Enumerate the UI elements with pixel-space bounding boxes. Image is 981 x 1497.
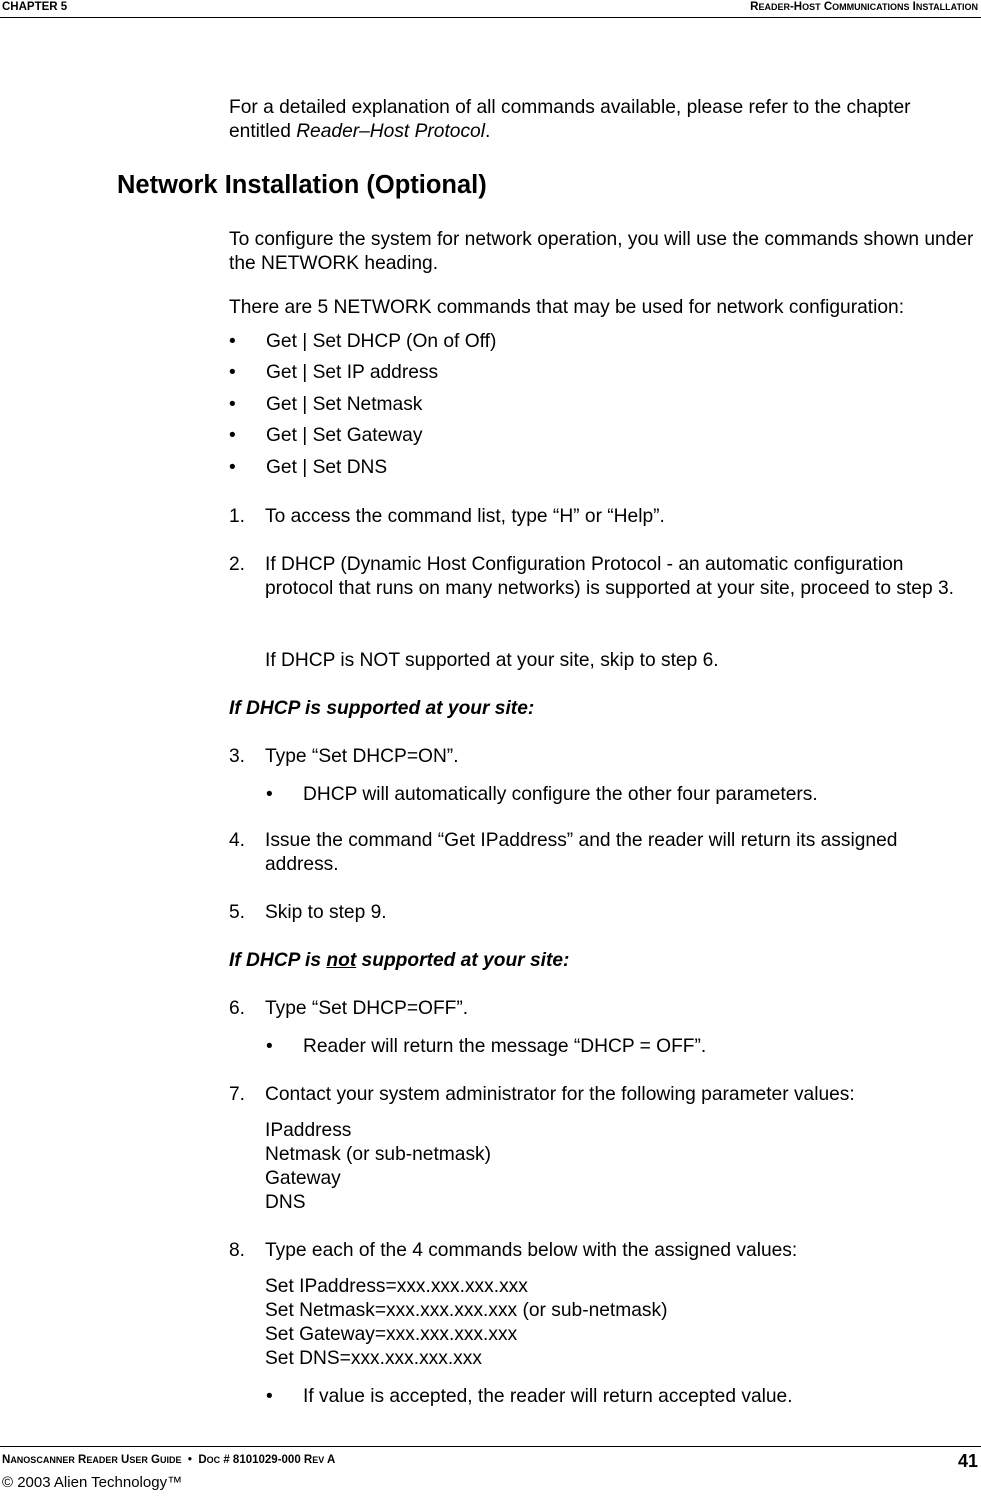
command-line: Set IPaddress=xxx.xxx.xxx.xxx — [265, 1276, 528, 1297]
running-title-part: EADER — [758, 2, 790, 12]
step-text: Type “Set DHCP=ON”. — [265, 746, 459, 767]
guide-title-part: EADER — [86, 1455, 118, 1465]
list-item-text: Get | Set Netmask — [266, 394, 423, 415]
parameter-name: IPaddress — [265, 1120, 352, 1141]
list-item-text: Get | Set IP address — [266, 362, 439, 383]
separator-dot: • — [181, 1454, 199, 1466]
list-item-text: DHCP will automatically configure the other four parameters. — [303, 784, 818, 805]
commands-intro: There are 5 NETWORK commands that may be used for network configuration: — [229, 297, 905, 318]
bullet-icon: • — [266, 784, 273, 805]
page-footer — [0, 1446, 981, 1497]
bullet-icon: • — [229, 457, 236, 478]
step-text: Issue the command “Get IPaddress” and the reader will return its assigned address. — [265, 830, 898, 875]
running-title-part: R — [750, 1, 759, 13]
list-item-text: Get | Set DHCP (On of Off) — [266, 331, 497, 352]
parameter-list — [265, 1119, 491, 1215]
step-number: 5. — [229, 902, 246, 923]
chapter-reference: Reader–Host Protocol — [296, 121, 485, 142]
parameter-name: DNS — [265, 1192, 306, 1213]
list-item-text: Reader will return the message “DHCP = OFF”. — [303, 1036, 707, 1057]
intro-line — [229, 120, 974, 144]
bullet-icon: • — [229, 331, 236, 352]
step-text: Contact your system administrator for the following parameter values: — [265, 1084, 855, 1105]
intro-network-paragraph: To configure the system for network operation, you will use the commands shown under the NETWORK heading. — [229, 229, 974, 274]
step-2-note: If DHCP is NOT supported at your site, skip to step 6. — [265, 650, 719, 671]
command-line: Set Gateway=xxx.xxx.xxx.xxx — [265, 1324, 518, 1345]
step-text: Skip to step 9. — [265, 902, 387, 923]
running-title-part: OMMUNICATIONS — [832, 2, 910, 12]
step-text: Type “Set DHCP=OFF”. — [265, 998, 469, 1019]
list-item-text: Get | Set Gateway — [266, 425, 423, 446]
step-number: 2. — [229, 554, 246, 575]
parameter-name: Gateway — [265, 1168, 341, 1189]
guide-title — [2, 1454, 335, 1466]
intro-line: For a detailed explanation of all commands available, please refer to the chapter — [229, 97, 911, 118]
intro-paragraph — [229, 96, 974, 144]
command-line: Set DNS=xxx.xxx.xxx.xxx — [265, 1348, 482, 1369]
section-title: Network Installation (Optional) — [117, 171, 487, 199]
step-text: If DHCP (Dynamic Host Configuration Protocol - an automatic configuration protocol that runs on many networks) is supported at your site, proceed to step 3. — [265, 554, 954, 599]
dhcp-supported-heading: If DHCP is supported at your site: — [229, 698, 535, 719]
bullet-icon: • — [266, 1386, 273, 1407]
command-list — [265, 1275, 668, 1371]
chapter-label: CHAPTER 5 — [2, 1, 68, 13]
step-number: 7. — [229, 1084, 246, 1105]
guide-title-part: # 8101029-000 R — [220, 1454, 313, 1466]
page-number: 41 — [957, 1451, 978, 1471]
list-item-text: If value is accepted, the reader will return accepted value. — [303, 1386, 793, 1407]
dhcp-not-supported-heading — [229, 949, 974, 973]
guide-title-part: EV — [312, 1455, 325, 1465]
bullet-icon: • — [229, 362, 236, 383]
guide-title-part: OC — [206, 1455, 221, 1465]
step-number: 3. — [229, 746, 246, 767]
step-number: 4. — [229, 830, 246, 851]
step-text: Type each of the 4 commands below with the assigned values: — [265, 1240, 798, 1261]
running-title-part: C — [820, 1, 833, 13]
intro-text: . — [484, 121, 491, 142]
step-number: 1. — [229, 506, 246, 527]
guide-title-part: UIDE — [160, 1455, 182, 1465]
running-title-part: -H — [789, 1, 803, 13]
guide-title-part: A — [324, 1454, 336, 1466]
step-number: 8. — [229, 1240, 246, 1261]
running-title-part: I — [909, 1, 916, 13]
guide-title-part: ANOSCANNER — [10, 1455, 75, 1465]
running-title-part: OST — [802, 2, 821, 12]
guide-title-part: U — [117, 1454, 130, 1466]
guide-title-part: R — [74, 1454, 87, 1466]
running-title — [750, 1, 978, 13]
intro-text: entitled — [229, 121, 297, 142]
heading-emphasis: not — [326, 950, 357, 971]
copyright: © 2003 Alien Technology™ — [2, 1474, 183, 1491]
bullet-icon: • — [266, 1036, 273, 1057]
page-header — [0, 0, 981, 18]
step-number: 6. — [229, 998, 246, 1019]
list-item-text: Get | Set DNS — [266, 457, 388, 478]
guide-title-part: D — [198, 1454, 207, 1466]
command-line: Set Netmask=xxx.xxx.xxx.xxx (or sub-netmask) — [265, 1300, 668, 1321]
heading-text: If DHCP is — [229, 950, 327, 971]
guide-title-part: N — [2, 1454, 11, 1466]
guide-title-part: SER — [129, 1455, 148, 1465]
step-text: To access the command list, type “H” or “Help”. — [265, 506, 665, 527]
bullet-icon: • — [229, 425, 236, 446]
bullet-icon: • — [229, 394, 236, 415]
guide-title-part: G — [147, 1454, 160, 1466]
parameter-name: Netmask (or sub-netmask) — [265, 1144, 492, 1165]
heading-text: supported at your site: — [356, 950, 570, 971]
running-title-part: NSTALLATION — [915, 2, 978, 12]
